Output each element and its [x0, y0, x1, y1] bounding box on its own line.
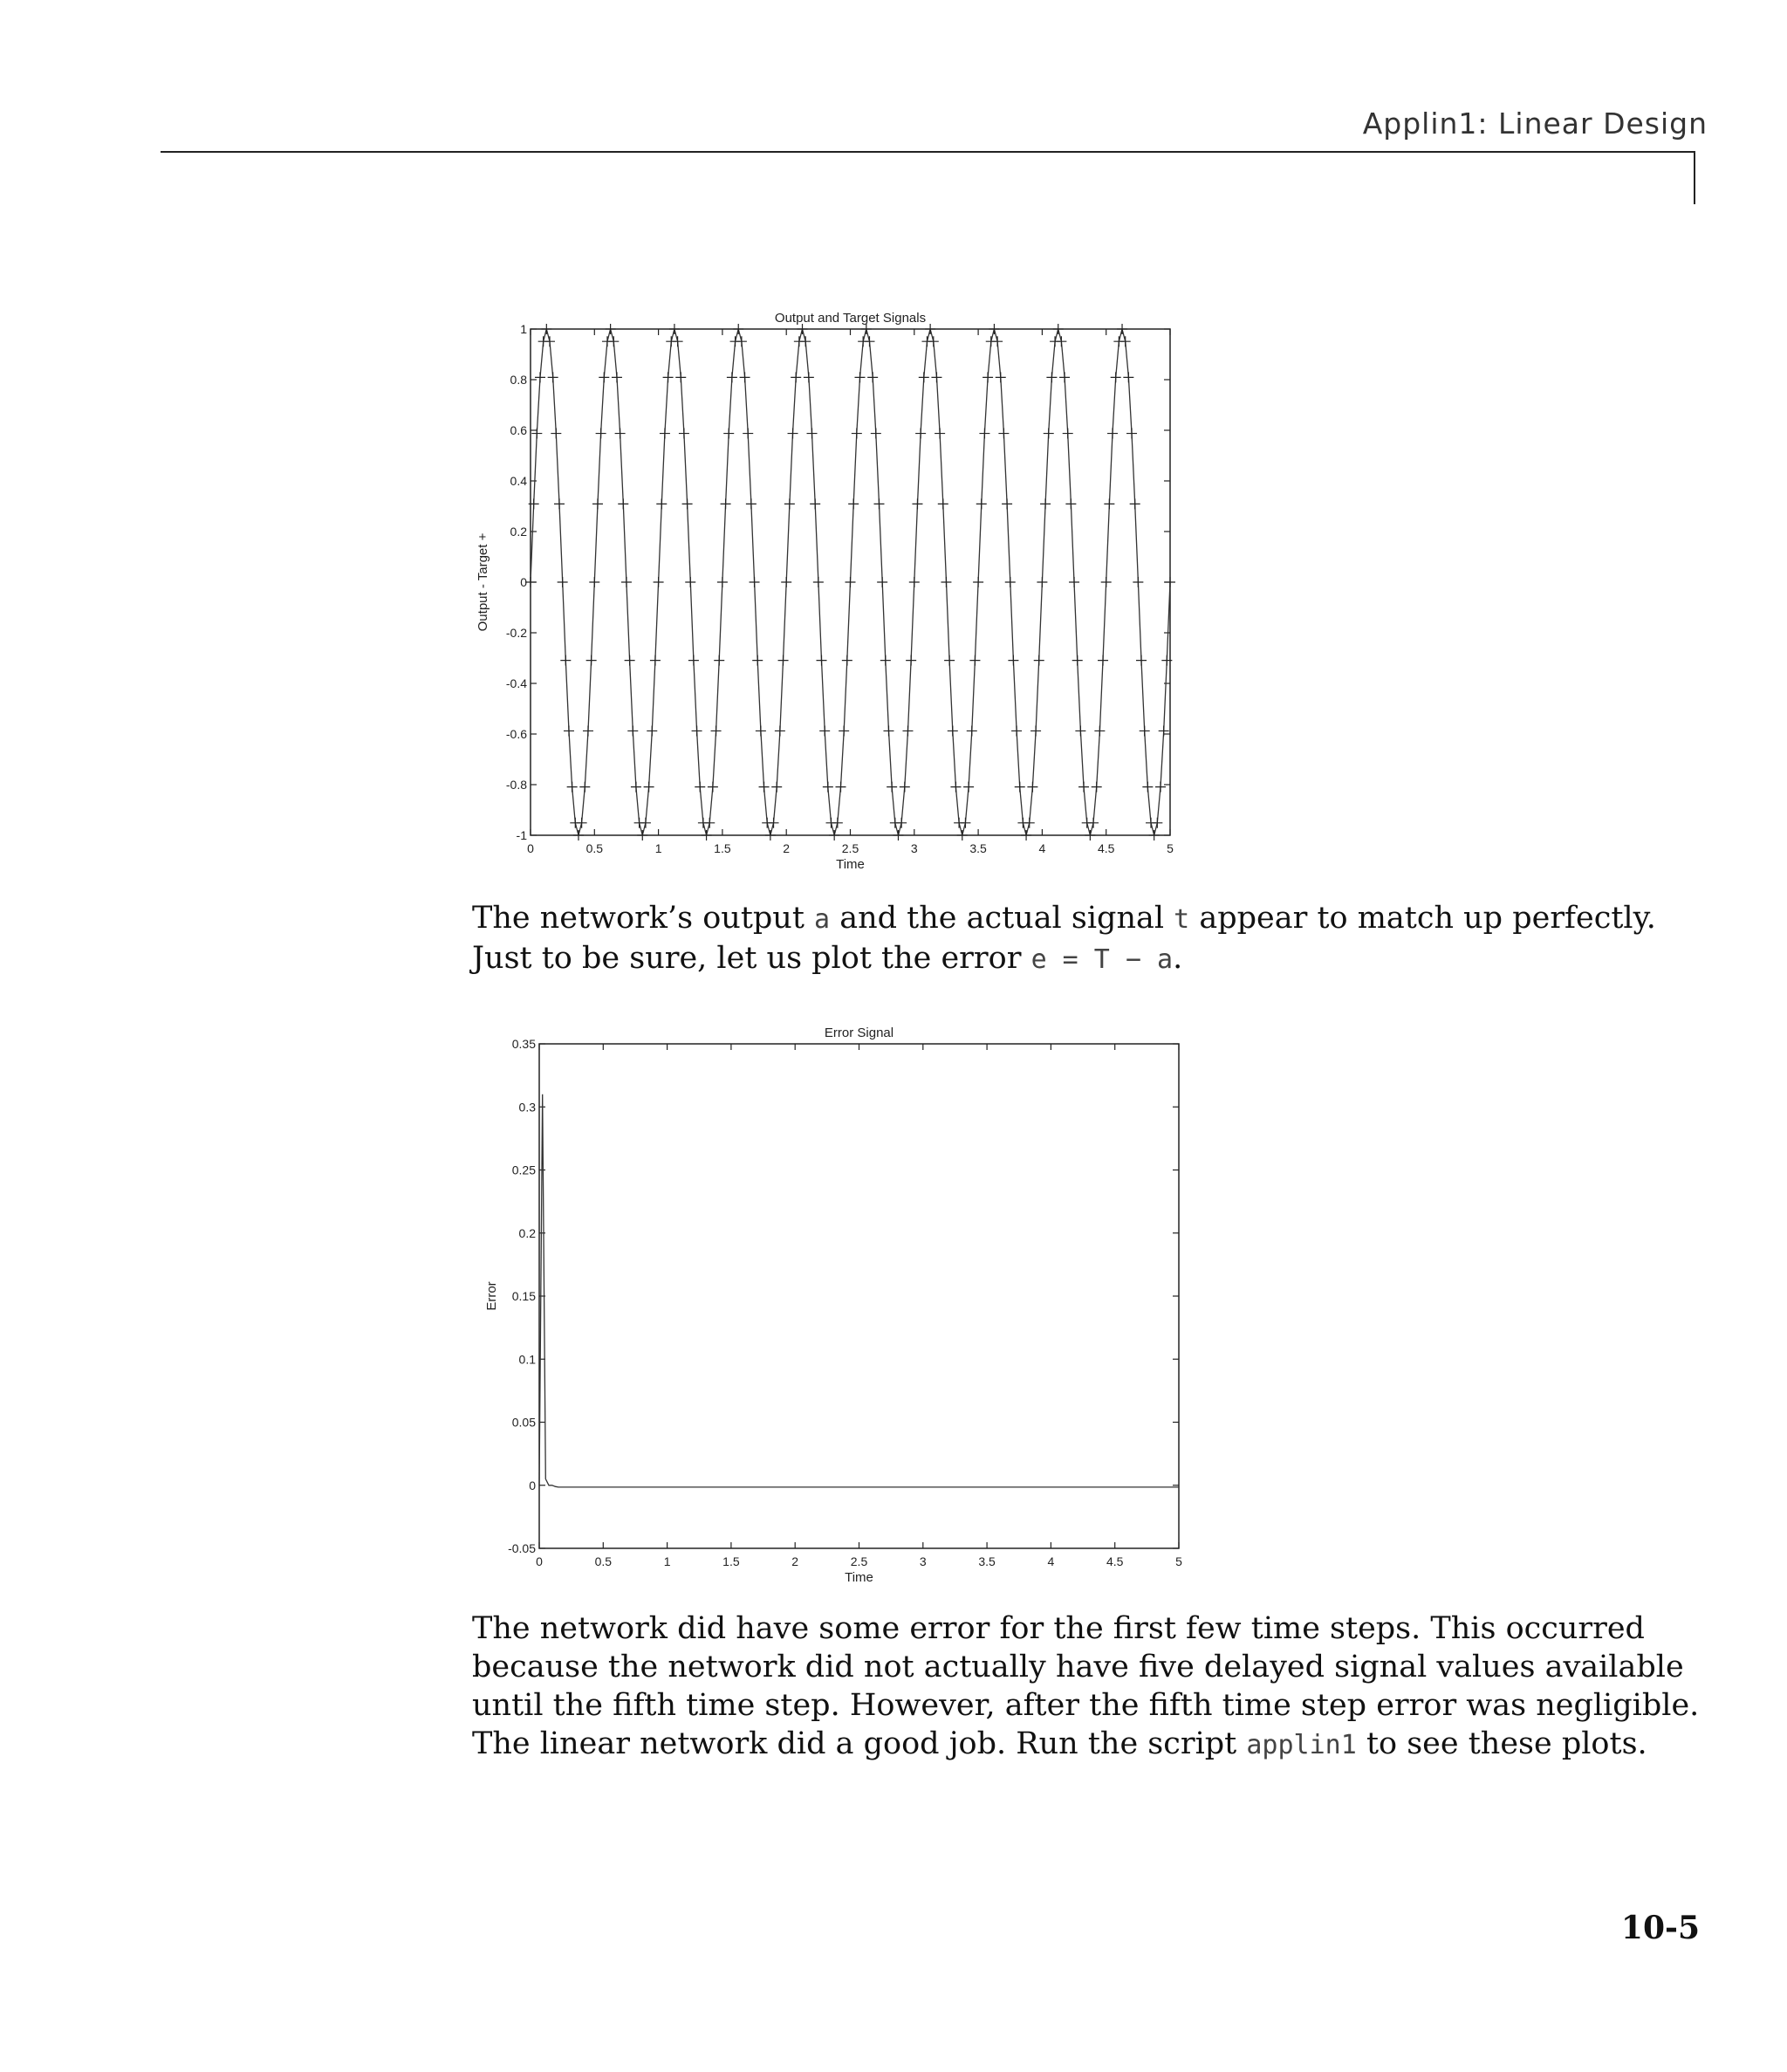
target-plus-marker [915, 429, 926, 439]
target-plus-marker [721, 498, 731, 509]
target-plus-marker [1015, 782, 1025, 792]
err-x-tick-label: 3 [919, 1554, 927, 1568]
sig-x-tick-label: 1.5 [714, 841, 731, 855]
target-plus-marker [1072, 655, 1083, 666]
err-x-tick-label: 5 [1175, 1554, 1182, 1568]
err-y-tick-label: 0.25 [511, 1163, 536, 1177]
target-plus-marker [1088, 818, 1099, 828]
target-plus-marker [1085, 830, 1095, 840]
target-plus-marker [1098, 655, 1108, 666]
target-plus-marker [564, 725, 574, 736]
err-y-tick-label: 0.15 [511, 1289, 536, 1303]
target-plus-marker [544, 336, 555, 346]
target-plus-marker [759, 782, 770, 792]
target-plus-marker [1040, 498, 1051, 509]
target-plus-marker [902, 725, 913, 736]
target-plus-marker [679, 429, 689, 439]
target-plus-marker [883, 725, 894, 736]
sig-y-tick-label: -1 [516, 828, 527, 842]
err-y-tick-label: 0.05 [511, 1415, 536, 1430]
target-plus-marker [606, 324, 616, 334]
paragraph-text: appear to match up perfectly. Just to be sure, let us plot the error [472, 901, 1656, 976]
target-plus-marker [1021, 830, 1031, 840]
output-target-figure [471, 297, 1187, 885]
target-plus-marker [1165, 577, 1175, 587]
target-plus-marker [746, 498, 757, 509]
target-plus-marker [702, 830, 712, 840]
err-x-tick-label: 0 [536, 1554, 543, 1568]
header-rule-tick [1694, 151, 1695, 204]
target-plus-marker [711, 725, 722, 736]
target-plus-marker [573, 830, 584, 840]
target-plus-marker [925, 324, 935, 334]
target-plus-marker [1002, 498, 1012, 509]
err-chart-title: Error Signal [824, 1026, 894, 1040]
target-plus-marker [788, 429, 798, 439]
code-applin1: applin1 [1246, 1730, 1357, 1760]
target-plus-marker [989, 324, 999, 334]
target-plus-marker [663, 372, 674, 382]
target-plus-marker [1111, 372, 1121, 382]
target-plus-marker [615, 429, 626, 439]
sig-y-tick-label: 0.2 [510, 525, 527, 539]
sig-x-tick-label: 0.5 [585, 841, 604, 855]
target-plus-marker [1120, 336, 1131, 346]
target-plus-marker [535, 372, 545, 382]
target-plus-marker [733, 324, 743, 334]
target-plus-marker [928, 336, 939, 346]
target-plus-marker [1008, 655, 1018, 666]
target-plus-marker [864, 336, 874, 346]
target-plus-marker [1094, 725, 1105, 736]
err-x-tick-label: 1 [663, 1554, 671, 1568]
target-plus-marker [948, 725, 958, 736]
target-plus-marker [1056, 336, 1066, 346]
err-y-tick-label: 0 [529, 1478, 536, 1492]
target-plus-marker [599, 372, 609, 382]
target-plus-marker [647, 725, 657, 736]
target-plus-marker [579, 782, 590, 792]
target-plus-marker [979, 429, 989, 439]
target-plus-marker [695, 782, 705, 792]
target-plus-marker [621, 577, 632, 587]
err-y-tick-label: 0.2 [518, 1225, 536, 1240]
err-y-tick-label: 0.35 [511, 1037, 536, 1051]
err-plot-frame [539, 1044, 1179, 1548]
target-plus-marker [750, 577, 760, 587]
target-plus-marker [1152, 818, 1162, 828]
paragraph-text: and the actual signal [830, 901, 1174, 936]
target-plus-marker [1126, 429, 1137, 439]
target-plus-marker [771, 782, 782, 792]
error-chart [471, 1012, 1195, 1588]
target-plus-marker [973, 577, 983, 587]
target-plus-marker [583, 725, 593, 736]
target-plus-marker [1005, 577, 1016, 587]
target-plus-marker [967, 725, 977, 736]
target-plus-marker [848, 498, 859, 509]
target-plus-marker [673, 336, 683, 346]
target-plus-marker [867, 372, 878, 382]
target-plus-marker [1136, 655, 1147, 666]
target-plus-marker [1078, 782, 1089, 792]
err-x-tick-label: 4.5 [1106, 1554, 1124, 1568]
target-plus-marker [660, 429, 670, 439]
target-plus-marker [846, 577, 856, 587]
target-plus-marker [1069, 577, 1079, 587]
target-plus-marker [791, 372, 801, 382]
err-y-tick-label: -0.05 [508, 1541, 536, 1555]
target-plus-marker [717, 577, 728, 587]
target-plus-marker [631, 782, 641, 792]
target-plus-marker [577, 818, 587, 828]
sig-y-tick-label: -0.6 [505, 727, 527, 741]
target-plus-marker [996, 372, 1006, 382]
target-plus-marker [654, 577, 664, 587]
target-plus-marker [836, 782, 846, 792]
code-a: a [814, 904, 831, 935]
error-series-line [539, 1094, 1179, 1487]
target-plus-marker [589, 577, 599, 587]
target-plus-marker [823, 782, 833, 792]
target-plus-marker [938, 498, 948, 509]
target-plus-marker [963, 782, 974, 792]
sig-x-tick-label: 4.5 [1097, 841, 1115, 855]
code-error-equation: e = T − a [1030, 944, 1174, 975]
target-plus-marker [714, 655, 724, 666]
target-plus-marker [548, 372, 558, 382]
target-plus-marker [612, 372, 622, 382]
target-plus-marker [708, 782, 718, 792]
target-plus-marker [769, 818, 779, 828]
sig-x-axis-label: Time [836, 857, 865, 872]
target-plus-marker [1059, 372, 1070, 382]
target-plus-marker [912, 498, 922, 509]
target-plus-marker [743, 429, 753, 439]
target-plus-marker [887, 782, 897, 792]
target-plus-marker [625, 655, 635, 666]
target-plus-marker [1101, 577, 1112, 587]
target-plus-marker [807, 429, 818, 439]
target-plus-marker [800, 336, 811, 346]
target-plus-marker [969, 655, 980, 666]
target-plus-marker [554, 498, 565, 509]
sig-y-tick-label: -0.8 [505, 778, 527, 792]
target-plus-marker [688, 655, 699, 666]
target-plus-marker [1030, 725, 1041, 736]
err-y-tick-label: 0.3 [518, 1100, 536, 1115]
target-plus-marker [669, 324, 680, 334]
target-plus-marker [1065, 498, 1076, 509]
target-plus-marker [1027, 782, 1037, 792]
target-plus-marker [1117, 324, 1127, 334]
target-plus-marker [740, 372, 750, 382]
sig-y-axis-label: Output - Target + [476, 532, 490, 632]
target-plus-marker [640, 818, 651, 828]
sig-x-tick-label: 0 [527, 841, 534, 855]
target-plus-marker [752, 655, 763, 666]
target-plus-marker [723, 429, 734, 439]
running-head-title: Applin1: Linear Design [1362, 106, 1708, 141]
target-plus-marker [810, 498, 820, 509]
target-plus-marker [817, 655, 827, 666]
target-plus-marker [935, 429, 945, 439]
target-plus-marker [736, 336, 747, 346]
target-plus-marker [1155, 782, 1166, 792]
target-plus-marker [1011, 725, 1022, 736]
target-plus-marker [1044, 429, 1054, 439]
paragraph-text: The network did have some error for the first few time steps. This occurred because the network did not actually have five delayed signal values available until the fifth time step. However, after the fifth time step error was negligible. The linear network did a good job. Run the script [472, 1611, 1700, 1761]
err-x-axis-label: Time [845, 1570, 873, 1585]
err-y-axis-label: Error [484, 1281, 499, 1311]
target-plus-marker [627, 725, 638, 736]
target-plus-marker [983, 372, 993, 382]
target-plus-marker [919, 372, 929, 382]
target-plus-marker [1133, 577, 1143, 587]
sig-x-tick-label: 3.5 [969, 841, 987, 855]
target-plus-marker [998, 429, 1009, 439]
target-plus-marker [618, 498, 628, 509]
target-plus-marker [1142, 782, 1153, 792]
sig-x-tick-label: 2.5 [841, 841, 859, 855]
target-plus-marker [784, 498, 795, 509]
target-plus-marker [558, 577, 568, 587]
target-plus-marker [893, 830, 903, 840]
target-plus-marker [1107, 429, 1118, 439]
paragraph-text: The network’s output [472, 901, 815, 936]
header-rule [161, 151, 1695, 153]
target-plus-marker [592, 498, 603, 509]
sig-chart-title: Output and Target Signals [774, 311, 927, 326]
target-plus-marker [560, 655, 571, 666]
target-plus-marker [896, 818, 907, 828]
target-plus-marker [656, 498, 667, 509]
paragraph-match [472, 899, 1711, 979]
target-plus-marker [944, 655, 955, 666]
target-plus-marker [596, 429, 606, 439]
target-plus-marker [727, 372, 737, 382]
target-plus-marker [1046, 372, 1057, 382]
err-y-tick-label: 0.1 [518, 1352, 536, 1367]
target-plus-marker [960, 818, 970, 828]
target-plus-marker [650, 655, 661, 666]
target-plus-marker [804, 372, 814, 382]
sig-y-tick-label: 0 [520, 575, 527, 589]
sig-x-tick-label: 2 [783, 841, 791, 855]
target-plus-marker [567, 782, 578, 792]
target-plus-marker [1053, 324, 1064, 334]
target-plus-marker [1104, 498, 1114, 509]
target-plus-marker [976, 498, 987, 509]
target-plus-marker [832, 818, 843, 828]
err-x-tick-label: 2.5 [850, 1554, 868, 1568]
target-plus-marker [608, 336, 619, 346]
target-plus-marker [941, 577, 951, 587]
target-plus-marker [871, 429, 881, 439]
target-plus-marker [541, 324, 551, 334]
target-plus-marker [1159, 725, 1169, 736]
sig-x-tick-label: 3 [910, 841, 918, 855]
target-plus-marker [1024, 818, 1035, 828]
target-plus-marker [1075, 725, 1085, 736]
sig-y-tick-label: 0.4 [510, 474, 527, 488]
target-plus-marker [1149, 830, 1160, 840]
err-x-tick-label: 2 [791, 1554, 799, 1568]
page-number: 10-5 [1620, 1910, 1700, 1946]
err-x-tick-label: 1.5 [722, 1554, 740, 1568]
paragraph-text: to see these plots. [1356, 1726, 1647, 1761]
target-plus-marker [704, 818, 715, 828]
target-plus-marker [992, 336, 1003, 346]
paragraph-text: . [1173, 941, 1183, 976]
target-plus-marker [1063, 429, 1073, 439]
target-plus-marker [692, 725, 702, 736]
target-plus-marker [644, 782, 654, 792]
target-plus-marker [1140, 725, 1150, 736]
target-plus-marker [854, 372, 865, 382]
err-x-tick-label: 0.5 [594, 1554, 613, 1568]
target-plus-marker [931, 372, 941, 382]
sig-x-tick-label: 5 [1167, 841, 1174, 855]
target-plus-marker [813, 577, 824, 587]
target-plus-marker [873, 498, 884, 509]
sig-y-tick-label: 0.6 [510, 423, 527, 437]
target-plus-marker [531, 429, 542, 439]
target-plus-marker [551, 429, 561, 439]
target-plus-marker [842, 655, 852, 666]
target-plus-marker [675, 372, 686, 382]
target-plus-marker [950, 782, 961, 792]
sig-y-tick-label: 0.8 [510, 373, 527, 387]
target-plus-marker [685, 577, 695, 587]
target-plus-marker [829, 830, 839, 840]
target-plus-marker [637, 830, 647, 840]
target-plus-marker [909, 577, 920, 587]
sig-y-tick-label: -0.2 [505, 626, 527, 640]
target-plus-marker [852, 429, 862, 439]
err-x-tick-label: 4 [1047, 1554, 1055, 1568]
target-plus-marker [682, 498, 693, 509]
target-plus-marker [775, 725, 785, 736]
sig-y-tick-label: 1 [520, 322, 527, 336]
target-plus-marker [1037, 577, 1047, 587]
target-plus-marker [877, 577, 887, 587]
target-plus-marker [756, 725, 766, 736]
target-plus-marker [765, 830, 776, 840]
sig-x-tick-label: 1 [654, 841, 662, 855]
target-plus-marker [1034, 655, 1044, 666]
target-plus-marker [880, 655, 891, 666]
target-plus-marker [819, 725, 830, 736]
paragraph-error [472, 1609, 1711, 1765]
target-plus-marker [957, 830, 968, 840]
target-plus-marker [781, 577, 791, 587]
output-target-chart [471, 297, 1187, 882]
target-plus-marker [906, 655, 916, 666]
target-plus-marker [1123, 372, 1133, 382]
err-x-tick-label: 3.5 [978, 1554, 996, 1568]
target-plus-marker [900, 782, 910, 792]
target-plus-marker [586, 655, 597, 666]
error-figure [471, 1012, 1195, 1592]
code-t: t [1174, 904, 1190, 935]
target-plus-marker [778, 655, 789, 666]
sig-y-tick-label: -0.4 [505, 676, 527, 690]
target-plus-marker [1130, 498, 1140, 509]
target-plus-marker [1092, 782, 1102, 792]
target-plus-marker [839, 725, 849, 736]
sig-x-tick-label: 4 [1038, 841, 1046, 855]
